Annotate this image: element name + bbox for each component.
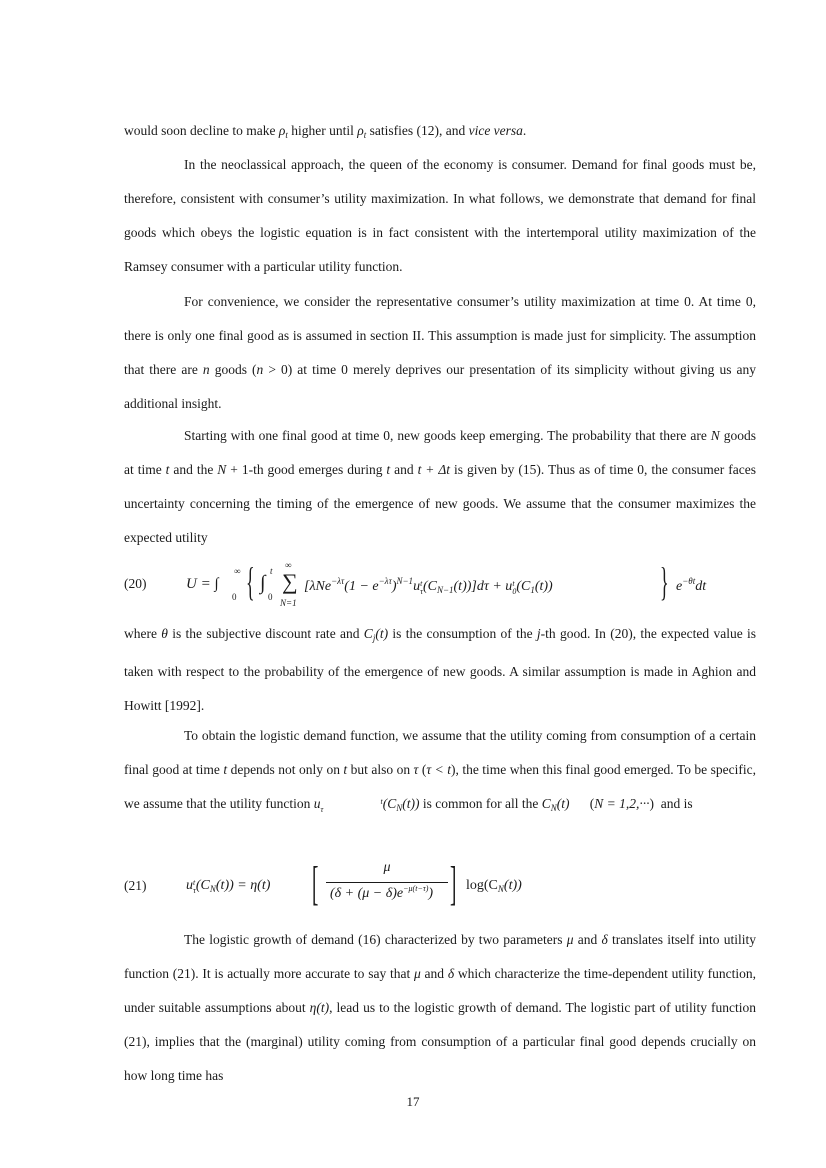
paragraph-neoclassical: In the neoclassical approach, the queen of the economy is consumer. Demand for final goods must be, therefore, consistent with consumer’s utility maximization. In what follows, we demonstrate that demand for final goods which obeys the logistic equation is in fact consistent with the intertemporal utility maximization of the Ramsey consumer with a particular utility function. bbox=[124, 157, 756, 274]
text: and the bbox=[169, 462, 218, 477]
inner-integral: ∫ bbox=[260, 572, 266, 594]
t: (δ + (μ − δ)e bbox=[330, 886, 404, 901]
sub: N bbox=[209, 884, 216, 894]
text: goods ( bbox=[209, 362, 257, 377]
lhs: U = ∫ bbox=[186, 576, 219, 592]
paragraph-where bbox=[124, 617, 756, 723]
log-term bbox=[466, 878, 522, 894]
text: and bbox=[573, 932, 602, 947]
text: and bbox=[420, 966, 448, 981]
var-Cj bbox=[364, 626, 388, 641]
text: The logistic growth of demand (16) characterized by two parameters bbox=[184, 932, 567, 947]
equation-20-body bbox=[186, 556, 756, 616]
equation-20 bbox=[124, 556, 756, 616]
text: ), the time when this final good emerged. To be specific, we assume that the utility function bbox=[124, 762, 756, 811]
sub: N bbox=[497, 884, 504, 894]
text: which characterize the time-dependent utility function, under suitable assumptions about bbox=[124, 966, 756, 1015]
inner-lower: 0 bbox=[268, 592, 273, 602]
text: higher until bbox=[287, 123, 358, 138]
sup: t bbox=[420, 579, 423, 588]
text: ( bbox=[569, 796, 595, 811]
text: -th good. In (20), the expected value is taken with respect to the probability of the emergence of new goods. A similar assumption is made in Aghion and Howitt [1992]. bbox=[124, 626, 757, 713]
sub: τ bbox=[193, 886, 196, 895]
var-n: n bbox=[202, 362, 210, 377]
text: ) and is bbox=[649, 796, 693, 811]
t: (C bbox=[195, 878, 210, 893]
upper-limit: ∞ bbox=[234, 566, 241, 576]
text: For convenience, we consider the representative consumer’s utility maximization at time 0. At time 0, there is only one final good as is assumed in section II. This assumption is made just for simplicity. The assumption that there are bbox=[124, 294, 756, 377]
exp: −λτ bbox=[331, 576, 345, 586]
exp: N−1 bbox=[396, 576, 414, 586]
sub: τ bbox=[420, 587, 423, 596]
paragraph-logistic-growth bbox=[124, 923, 756, 1093]
t: [λNe bbox=[304, 579, 332, 594]
u: u bbox=[186, 878, 193, 893]
text: would soon decline to make bbox=[124, 123, 279, 138]
sub: j bbox=[372, 633, 376, 643]
text: where bbox=[124, 626, 162, 641]
text: but also on bbox=[347, 762, 414, 777]
t: (t)) bbox=[534, 579, 553, 594]
rho-symbol bbox=[279, 123, 288, 138]
equation-label: (20) bbox=[124, 576, 147, 591]
sum-upper: ∞ bbox=[285, 560, 292, 570]
right-bracket: ] bbox=[450, 857, 457, 910]
u: u bbox=[413, 579, 421, 594]
subscript: t bbox=[285, 130, 288, 140]
var-t: t bbox=[343, 762, 348, 777]
text: goods at time bbox=[124, 428, 756, 477]
left-bracket: [ bbox=[312, 857, 319, 910]
var-delta: δ bbox=[447, 966, 455, 981]
exp: −λτ bbox=[378, 576, 392, 586]
text: is the subjective discount rate and bbox=[167, 626, 364, 641]
arg: (t) bbox=[556, 796, 570, 811]
text: and bbox=[390, 462, 418, 477]
var-N: N bbox=[710, 428, 720, 443]
dt: dt bbox=[695, 579, 707, 594]
numerator: μ bbox=[383, 860, 391, 875]
paragraph-starting bbox=[124, 419, 756, 555]
arg: (t) bbox=[375, 626, 389, 641]
text: > 0) at time 0 merely deprives our presentation of its simplicity without giving us any additional insight. bbox=[124, 362, 757, 411]
var-delta: δ bbox=[601, 932, 608, 947]
sub: 0 bbox=[512, 587, 517, 596]
inner-upper: t bbox=[270, 566, 273, 576]
var-n: n bbox=[256, 362, 264, 377]
text: is given by (15). Thus as of time 0, the consumer faces uncertainty concerning the timing of the emergence of new goods. We assume that the consumer maximizes the expected utility bbox=[124, 462, 756, 545]
right-brace: } bbox=[660, 559, 669, 604]
u: u bbox=[313, 796, 321, 811]
equation-21 bbox=[124, 858, 756, 914]
italic-term: vice versa bbox=[468, 123, 523, 138]
t: ) bbox=[428, 886, 434, 901]
sup: t bbox=[380, 797, 383, 806]
sub: N bbox=[396, 803, 403, 813]
eq21-lhs bbox=[186, 878, 270, 895]
fraction-bar bbox=[326, 882, 448, 883]
var-t: t bbox=[386, 462, 391, 477]
sup: t bbox=[193, 878, 196, 887]
var-t: t bbox=[165, 462, 170, 477]
left-brace: { bbox=[246, 559, 255, 604]
exp: −μ(t−τ) bbox=[403, 884, 429, 893]
t: (C bbox=[516, 579, 531, 594]
C: C bbox=[541, 796, 551, 811]
text: translates itself into utility function (21). It is actually more accurate to say that bbox=[124, 932, 757, 981]
t: (1 − e bbox=[344, 579, 379, 594]
equation-21-body bbox=[186, 858, 726, 914]
paragraph-continuation bbox=[124, 114, 756, 152]
t: (t))]dτ + u bbox=[453, 579, 513, 594]
page-number: 17 bbox=[406, 1094, 420, 1109]
sum-symbol: ∑ bbox=[282, 569, 298, 594]
var-CN bbox=[542, 796, 570, 811]
text: satisfies (12), and bbox=[366, 123, 469, 138]
text: is common for all the bbox=[419, 796, 542, 811]
exp: −θt bbox=[682, 576, 696, 586]
C: C bbox=[363, 626, 373, 641]
t: ) bbox=[391, 579, 397, 594]
var-theta: θ bbox=[161, 626, 168, 641]
text: + 1-th good emerges during bbox=[226, 462, 387, 477]
subscript: t bbox=[363, 130, 367, 140]
equation-label: (21) bbox=[124, 878, 147, 893]
text: , lead us to the logistic growth of demand. The logistic part of utility function (21), implies that the (marginal) utility coming from consumption of a particular final good depends crucially on how long time has bbox=[124, 1000, 756, 1083]
sub: τ bbox=[320, 805, 324, 814]
rho: ρ bbox=[278, 123, 286, 138]
lower-limit: 0 bbox=[232, 592, 237, 602]
e: e bbox=[676, 579, 683, 594]
var-eta: η(t) bbox=[309, 1000, 330, 1015]
var-t-plus-dt: t + Δt bbox=[417, 462, 451, 477]
sup: t bbox=[512, 579, 515, 588]
discount-factor bbox=[676, 576, 706, 595]
sub: N bbox=[550, 803, 557, 813]
var-j: j bbox=[536, 626, 541, 641]
var-mu: μ bbox=[414, 966, 421, 981]
t: (t)) bbox=[503, 878, 522, 893]
rho-symbol bbox=[357, 123, 366, 138]
text: To obtain the logistic demand function, we assume that the utility coming from consumption of a certain final good at time bbox=[124, 728, 756, 777]
denominator bbox=[330, 884, 433, 902]
var-mu: μ bbox=[566, 932, 574, 947]
summand bbox=[304, 576, 553, 596]
utility-fn bbox=[313, 796, 420, 814]
sum-lower: N=1 bbox=[280, 598, 297, 608]
t: (C bbox=[422, 579, 437, 594]
t: (t)) = η(t) bbox=[215, 878, 271, 893]
arg: (t)) bbox=[402, 796, 420, 811]
sub: N−1 bbox=[436, 585, 454, 595]
text: ( bbox=[418, 762, 427, 777]
N-list: N = 1,2,··· bbox=[594, 796, 650, 811]
arg: (C bbox=[382, 796, 397, 811]
paragraph-logistic-demand bbox=[124, 719, 756, 825]
var-t: t bbox=[223, 762, 228, 777]
text: . bbox=[522, 123, 527, 138]
tau-lt-t: τ < t bbox=[426, 762, 451, 777]
rho: ρ bbox=[357, 123, 364, 138]
var-N: N bbox=[217, 462, 227, 477]
t: log(C bbox=[466, 878, 498, 893]
paragraph-convenience bbox=[124, 285, 756, 421]
text: is the consumption of the bbox=[388, 626, 537, 641]
text: Starting with one final good at time 0, new goods keep emerging. The probability that there are bbox=[184, 428, 711, 443]
var-tau: τ bbox=[413, 762, 419, 777]
sub: 1 bbox=[530, 585, 535, 595]
text: depends not only on bbox=[227, 762, 344, 777]
